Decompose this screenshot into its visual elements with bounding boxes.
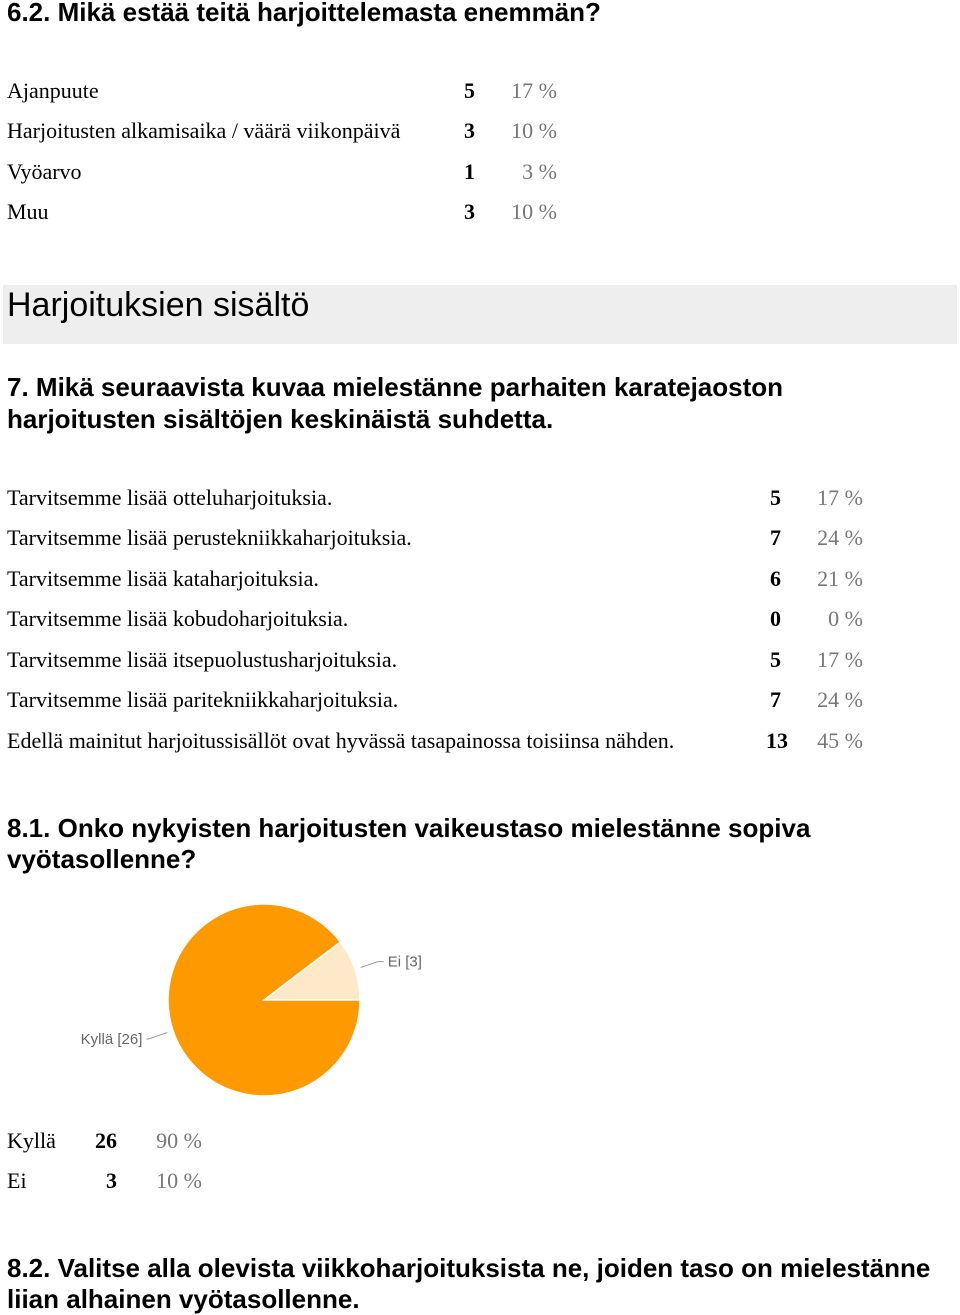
answer-label: Kyllä (7, 1128, 56, 1153)
answer-count: 0 (770, 606, 781, 631)
answer-percent: 45 % (817, 728, 863, 753)
pie-slice-kyllä (168, 904, 360, 1096)
answer-count: 5 (770, 485, 781, 510)
pie-chart-svg (60, 895, 480, 1105)
answer-percent: 17 % (817, 485, 863, 510)
question-7-title-line2: harjoitusten sisältöjen keskinäistä suhdetta. (7, 404, 554, 434)
answer-label: Vyöarvo (7, 159, 82, 184)
section-title: Harjoituksien sisältö (7, 286, 310, 324)
answer-count: 5 (770, 647, 781, 672)
answer-count: 3 (464, 199, 475, 224)
answer-percent: 90 % (156, 1128, 202, 1153)
answer-count: 7 (770, 687, 781, 712)
pie-slice-label: Ei [3] (387, 953, 422, 971)
answer-percent: 10 % (511, 199, 557, 224)
answer-percent: 10 % (156, 1168, 202, 1193)
question-8-2-title-line2: liian alhainen vyötasollenne. (7, 1284, 360, 1314)
answer-count: 13 (766, 728, 788, 753)
question-8-1-title-line2: vyötasollenne? (7, 844, 197, 874)
answer-label: Tarvitsemme lisää paritekniikkaharjoituksia. (7, 687, 399, 712)
answer-label: Edellä mainitut harjoitussisällöt ovat hyvässä tasapainossa toisiinsa nähden. (7, 728, 675, 753)
answer-label: Muu (7, 199, 49, 224)
answer-count: 6 (770, 566, 781, 591)
answer-label: Ajanpuute (7, 78, 99, 103)
pie-slice-label: Kyllä [26] (80, 1030, 143, 1048)
answer-label: Tarvitsemme lisää kataharjoituksia. (7, 566, 319, 591)
answer-percent: 24 % (817, 687, 863, 712)
answer-label: Tarvitsemme lisää otteluharjoituksia. (7, 485, 333, 510)
answer-label: Harjoitusten alkamisaika / väärä viikonpäivä (7, 118, 401, 143)
answer-count: 26 (95, 1128, 117, 1153)
question-6-2-title: 6.2. Mikä estää teitä harjoittelemasta enemmän? (7, 0, 601, 27)
answer-count: 3 (106, 1168, 117, 1193)
question-8-2-title-line1: 8.2. Valitse alla olevista viikkoharjoituksista ne, joiden taso on mielestänne (7, 1253, 931, 1283)
question-7-title-line1: 7. Mikä seuraavista kuvaa mielestänne parhaiten karatejaoston (7, 372, 784, 402)
answer-count: 3 (464, 118, 475, 143)
answer-percent: 24 % (817, 525, 863, 550)
answer-percent: 17 % (817, 647, 863, 672)
answer-percent: 3 % (522, 159, 557, 184)
answer-label: Tarvitsemme lisää perustekniikkaharjoituksia. (7, 525, 412, 550)
answer-percent: 21 % (817, 566, 863, 591)
question-8-1-title-line1: 8.1. Onko nykyisten harjoitusten vaikeustaso mielestänne sopiva (7, 813, 811, 843)
answer-count: 7 (770, 525, 781, 550)
pie-chart (60, 895, 480, 1105)
answer-label: Ei (7, 1168, 27, 1193)
pie-label-leader-line (361, 962, 384, 968)
answer-label: Tarvitsemme lisää kobudoharjoituksia. (7, 606, 349, 631)
answer-label: Tarvitsemme lisää itsepuolustusharjoituksia. (7, 647, 398, 672)
answer-percent: 10 % (511, 118, 557, 143)
answer-percent: 17 % (511, 78, 557, 103)
answer-count: 5 (464, 78, 475, 103)
answer-percent: 0 % (828, 606, 863, 631)
pie-label-leader-line (146, 1033, 167, 1039)
answer-count: 1 (464, 159, 475, 184)
